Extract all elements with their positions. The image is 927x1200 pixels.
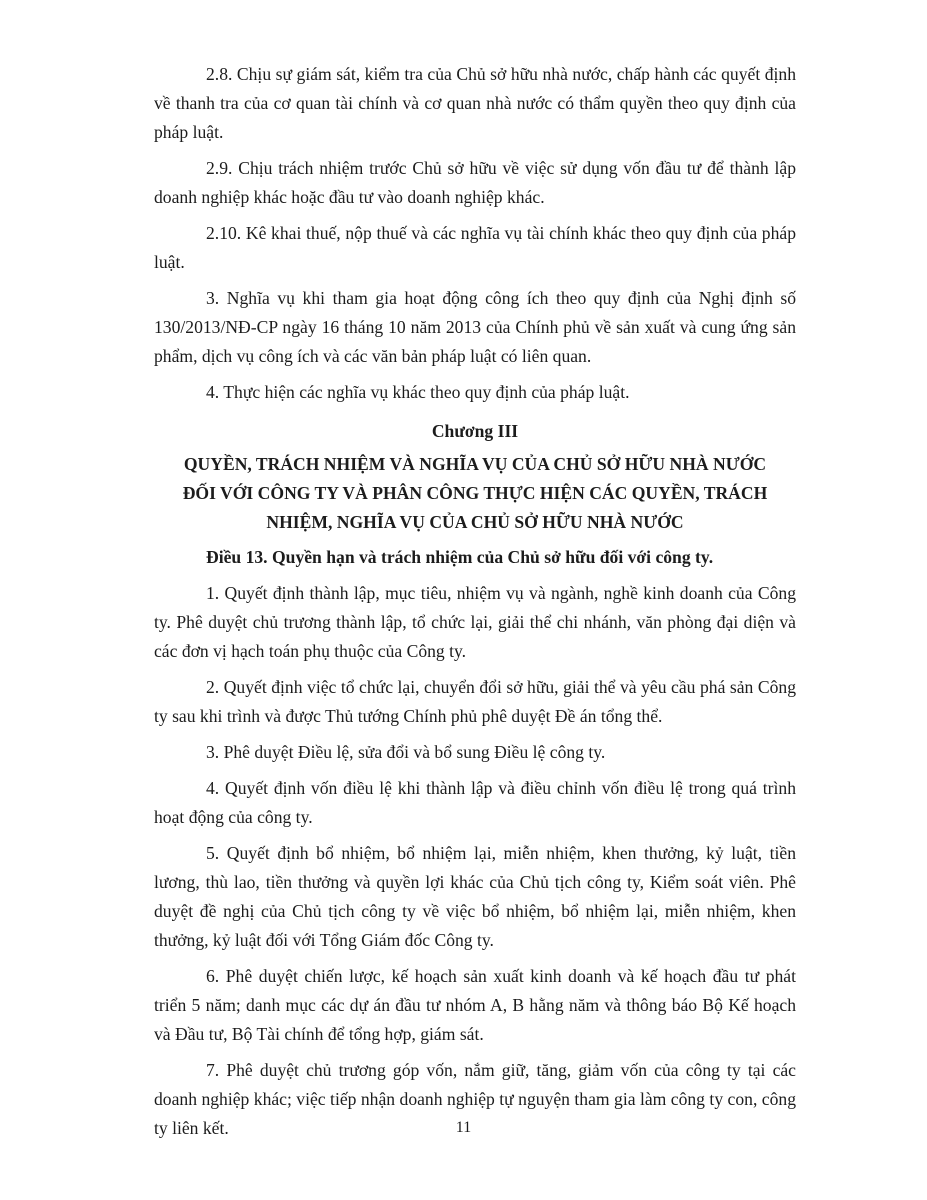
paragraph-2-9: 2.9. Chịu trách nhiệm trước Chủ sở hữu về việc sử dụng vốn đầu tư để thành lập doanh nghiệp khác hoặc đầu tư vào doanh nghiệp khác. <box>154 158 796 207</box>
chapter-title <box>154 450 796 537</box>
paragraph-3: 3. Nghĩa vụ khi tham gia hoạt động công ích theo quy định của Nghị định số 130/2013/NĐ-CP ngày 16 tháng 10 năm 2013 của Chính phủ về sản xuất và cung ứng sản phẩm, dịch vụ công ích và các văn bản pháp luật có liên quan. <box>154 288 796 366</box>
article-item-4: 4. Quyết định vốn điều lệ khi thành lập và điều chỉnh vốn điều lệ trong quá trình hoạt động của công ty. <box>154 778 796 827</box>
paragraph-4: 4. Thực hiện các nghĩa vụ khác theo quy định của pháp luật. <box>206 382 630 402</box>
paragraph-2-8: 2.8. Chịu sự giám sát, kiểm tra của Chủ sở hữu nhà nước, chấp hành các quyết định về thanh tra của cơ quan tài chính và cơ quan nhà nước có thẩm quyền theo quy định của pháp luật. <box>154 64 796 142</box>
article-item-7: 7. Phê duyệt chủ trương góp vốn, nắm giữ, tăng, giảm vốn của công ty tại các doanh nghiệp khác; việc tiếp nhận doanh nghiệp tự nguyện tham gia làm công ty con, công ty liên kết. <box>154 1060 796 1138</box>
article-item-1: 1. Quyết định thành lập, mục tiêu, nhiệm vụ và ngành, nghề kinh doanh của Công ty. Phê duyệt chủ trương thành lập, tổ chức lại, giải thể chi nhánh, văn phòng đại diện và các đơn vị hạch toán phụ thuộc của Công ty. <box>154 583 796 661</box>
chapter-heading: Chương III <box>431 421 519 441</box>
article-item-5: 5. Quyết định bổ nhiệm, bổ nhiệm lại, miễn nhiệm, khen thưởng, kỷ luật, tiền lương, thù lao, tiền thưởng và quyền lợi khác của Chủ tịch công ty, Kiểm soát viên. Phê duyệt đề nghị của Chủ tịch công ty về việc bổ nhiệm, bổ nhiệm lại, miễn nhiệm, khen thưởng, kỷ luật đối với Tổng Giám đốc Công ty. <box>154 843 796 950</box>
article-item-3: 3. Phê duyệt Điều lệ, sửa đổi và bổ sung Điều lệ công ty. <box>206 742 606 762</box>
article-heading: Điều 13. Quyền hạn và trách nhiệm của Chủ sở hữu đối với công ty. <box>206 547 714 567</box>
article-item-2: 2. Quyết định việc tổ chức lại, chuyển đổi sở hữu, giải thể và yêu cầu phá sản Công ty sau khi trình và được Thủ tướng Chính phủ phê duyệt Đề án tổng thể. <box>154 677 796 726</box>
chapter-title-line-2: ĐỐI VỚI CÔNG TY VÀ PHÂN CÔNG THỰC HIỆN CÁC QUYỀN, TRÁCH <box>182 483 768 503</box>
article-item-6: 6. Phê duyệt chiến lược, kế hoạch sản xuất kinh doanh và kế hoạch đầu tư phát triển 5 năm; danh mục các dự án đầu tư nhóm A, B hằng năm và thông báo Bộ Kế hoạch và Đầu tư, Bộ Tài chính để tổng hợp, giám sát. <box>154 966 796 1044</box>
page-number: 11 <box>455 1119 472 1136</box>
paragraph-2-10: 2.10. Kê khai thuế, nộp thuế và các nghĩa vụ tài chính khác theo quy định của pháp luật. <box>154 223 796 272</box>
chapter-title-line-1: QUYỀN, TRÁCH NHIỆM VÀ NGHĨA VỤ CỦA CHỦ SỞ HỮU NHÀ NƯỚC <box>183 454 767 474</box>
document-page <box>154 60 796 1143</box>
chapter-title-line-3: NHIỆM, NGHĨA VỤ CỦA CHỦ SỞ HỮU NHÀ NƯỚC <box>266 512 684 532</box>
